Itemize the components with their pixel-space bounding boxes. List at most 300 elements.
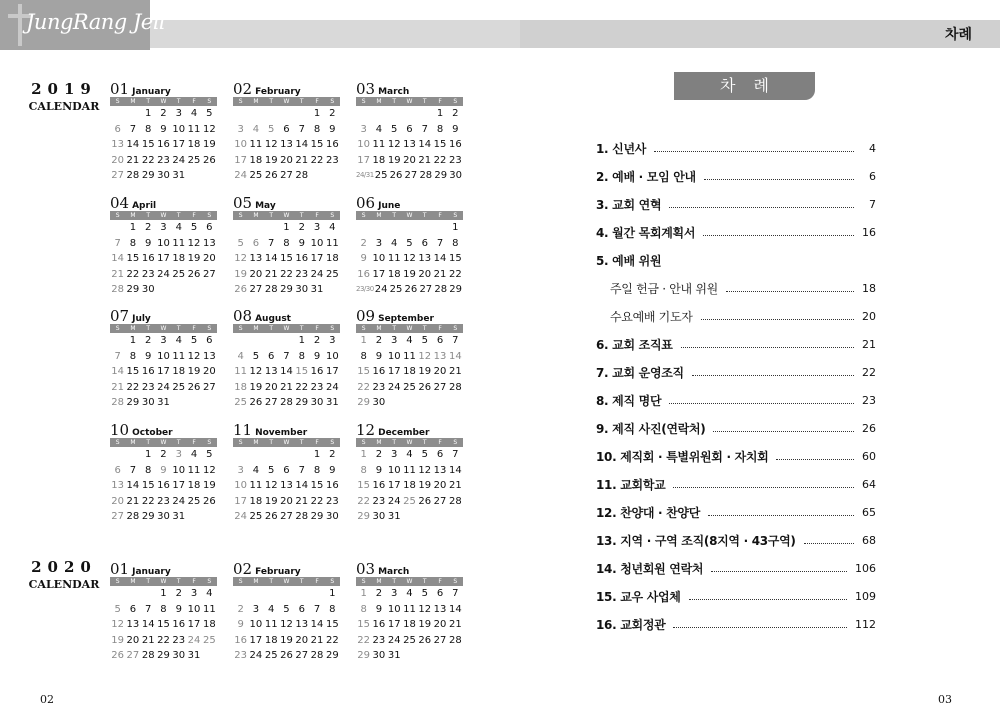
day-cell (248, 220, 263, 236)
weekday-label: T (392, 439, 397, 446)
day-cell: 2 (329, 108, 336, 119)
year-label-2019 (25, 80, 103, 113)
weekday-label: S (453, 439, 458, 446)
day-cell: 10 (387, 464, 401, 476)
day-cell: 27 (419, 284, 433, 295)
day-cell: 18 (403, 366, 416, 377)
day-cell: 28 (264, 284, 278, 295)
week-row (233, 236, 340, 252)
toc-entry[interactable] (596, 420, 876, 436)
weekday-label: S (330, 325, 335, 332)
day-cell: 27 (433, 381, 447, 393)
day-cell: 25 (325, 268, 339, 280)
day-cell: 21 (280, 381, 293, 393)
day-cell: 1 (436, 108, 444, 119)
day-cell: 17 (172, 139, 186, 150)
year-number: 2019 (31, 80, 97, 98)
weekday-label: S (115, 325, 120, 332)
weekday-label: W (160, 439, 167, 446)
day-cell: 19 (264, 495, 278, 507)
day-cell: 30 (157, 170, 170, 181)
weekday-label: S (330, 439, 335, 446)
weekday-label: M (253, 578, 259, 585)
day-cell: 22 (141, 154, 155, 166)
weekday-label: F (315, 212, 319, 219)
month-header (233, 79, 340, 98)
day-cell (402, 220, 417, 236)
day-cell: 30 (172, 650, 186, 661)
month-10 (233, 420, 340, 525)
week-row (233, 463, 340, 479)
week-row (233, 617, 340, 633)
day-cell: 20 (280, 154, 293, 166)
month-name: January (132, 567, 171, 577)
toc-entry[interactable] (596, 196, 876, 212)
day-cell: 16 (372, 366, 386, 377)
day-cell (402, 395, 417, 411)
day-cell: 21 (111, 381, 124, 393)
week-row (233, 122, 340, 138)
day-cell: 20 (202, 253, 216, 264)
day-cell: 13 (403, 139, 416, 150)
day-cell (402, 106, 417, 122)
day-cell: 27 (111, 170, 124, 181)
day-cell: 17 (310, 253, 324, 264)
weekday-header (233, 211, 340, 220)
day-cell: 27 (264, 397, 278, 408)
day-cell: 12 (418, 603, 432, 615)
day-cell: 11 (403, 350, 416, 362)
weekday-label: F (438, 578, 442, 585)
weekday-label: F (192, 439, 196, 446)
day-cell: 30 (157, 511, 170, 522)
weekday-label: T (422, 439, 427, 446)
month-8 (356, 306, 463, 411)
day-cell: 15 (448, 253, 462, 264)
day-cell: 5 (421, 335, 428, 346)
weekday-label: W (283, 439, 290, 446)
weekday-label: W (406, 325, 413, 332)
week-row (110, 137, 217, 153)
day-cell (264, 586, 279, 602)
day-cell: 18 (387, 268, 401, 280)
weekday-label: F (315, 98, 319, 105)
weekday-label: T (422, 325, 427, 332)
toc-entry[interactable] (596, 336, 876, 352)
week-row (233, 380, 340, 396)
day-cell: 18 (325, 253, 339, 264)
toc-entry[interactable] (596, 224, 876, 240)
weekday-header (233, 438, 340, 447)
weekday-label: F (438, 212, 442, 219)
weekday-label: M (130, 212, 136, 219)
day-cell: 1 (329, 588, 336, 599)
weekday-label: T (392, 98, 397, 105)
day-cell: 25 (172, 268, 186, 280)
day-cell: 1 (145, 449, 152, 460)
toc-leader-dots (701, 312, 854, 320)
day-cell: 20 (295, 634, 309, 646)
day-cell: 11 (249, 139, 263, 150)
day-cell: 27 (433, 634, 447, 646)
day-cell: 16 (157, 139, 170, 150)
toc-entry-page: 65 (862, 505, 876, 519)
weekday-label: S (453, 578, 458, 585)
day-cell: 7 (421, 123, 428, 135)
month-1 (233, 79, 340, 184)
day-cell: 8 (298, 350, 305, 362)
day-cell: 21 (295, 154, 309, 166)
toc-entry[interactable] (596, 168, 876, 184)
toc-leader-dots (673, 480, 854, 488)
day-cell: 8 (360, 603, 367, 615)
logo-text: JungRang Jeil (26, 10, 166, 34)
toc-entry[interactable] (596, 364, 876, 380)
day-cell: 7 (114, 237, 121, 249)
day-cell: 4 (391, 237, 398, 249)
day-cell: 2 (452, 108, 459, 119)
day-cell: 2 (298, 222, 305, 233)
weekday-label: S (330, 98, 335, 105)
day-cell: 20 (433, 480, 447, 491)
day-cell: 18 (403, 480, 416, 491)
weekday-label: S (453, 325, 458, 332)
week-row (356, 509, 463, 525)
month-number: 06 (356, 194, 376, 212)
day-cell: 10 (187, 603, 201, 615)
toc-entry[interactable] (596, 476, 876, 492)
toc-entry[interactable] (596, 588, 876, 604)
day-cell: 8 (313, 464, 321, 476)
week-row (356, 478, 463, 494)
day-cell (264, 106, 279, 122)
day-cell: 9 (160, 123, 167, 135)
day-cell: 6 (406, 123, 413, 135)
toc-entry-label: 5. 예배 위원 (596, 253, 662, 268)
weekday-label: T (269, 325, 274, 332)
day-cell: 15 (157, 619, 170, 630)
weekday-label: F (438, 98, 442, 105)
weekday-label: S (115, 212, 120, 219)
toc-entry-label: 15. 교우 사업체 (596, 589, 681, 604)
week-row (356, 463, 463, 479)
weekday-label: T (269, 98, 274, 105)
day-cell: 5 (421, 449, 428, 460)
day-cell: 30 (141, 397, 155, 408)
weekday-label: S (207, 439, 212, 446)
day-cell: 9 (360, 253, 367, 264)
day-cell: 28 (448, 381, 462, 393)
day-cell: 21 (310, 634, 324, 646)
toc-leader-dots (708, 508, 854, 516)
day-cell: 22 (357, 634, 370, 646)
weekday-header (110, 97, 217, 106)
week-row (110, 333, 217, 349)
toc-leader-dots (776, 452, 854, 460)
day-cell: 25 (389, 284, 403, 295)
day-cell: 18 (403, 619, 416, 630)
day-cell (448, 395, 463, 411)
day-cell: 26 (111, 650, 124, 661)
day-cell: 15 (126, 366, 140, 377)
day-cell: 26 (202, 154, 216, 166)
day-cell: 29 (295, 397, 309, 408)
day-cell (294, 106, 309, 122)
weekday-header (110, 324, 217, 333)
day-cell: 18 (202, 619, 216, 630)
weekday-label: S (115, 578, 120, 585)
day-cell: 31 (157, 397, 170, 408)
day-cell: 3 (375, 237, 383, 249)
toc-entry[interactable] (596, 448, 876, 464)
week-row (233, 220, 340, 236)
week-row (110, 602, 217, 618)
weekday-label: S (115, 439, 120, 446)
weekday-label: T (422, 212, 427, 219)
week-row (110, 220, 217, 236)
toc-entry[interactable] (596, 140, 876, 156)
year-calendar-label: CALENDAR (28, 578, 100, 591)
week-row (356, 648, 463, 664)
day-cell: 18 (249, 495, 263, 507)
day-cell: 17 (372, 268, 386, 280)
toc-entry[interactable] (610, 308, 876, 324)
day-cell (248, 333, 263, 349)
day-cell: 6 (206, 335, 213, 346)
day-cell: 7 (114, 350, 121, 362)
toc-entry[interactable] (596, 616, 876, 632)
day-cell: 5 (190, 335, 198, 346)
month-name: March (378, 567, 410, 577)
day-cell: 26 (404, 284, 418, 295)
day-cell: 21 (433, 268, 447, 280)
toc-entry[interactable] (610, 280, 876, 296)
toc-entry[interactable] (596, 252, 876, 268)
day-cell: 9 (313, 350, 321, 362)
day-cell: 26 (389, 170, 403, 181)
toc-entry-page: 112 (855, 617, 876, 631)
day-cell: 20 (111, 495, 124, 507)
day-cell (417, 509, 432, 525)
day-cell: 23 (141, 268, 155, 280)
day-cell: 21 (295, 495, 309, 507)
toc-entry[interactable] (596, 532, 876, 548)
week-row (233, 602, 340, 618)
day-cell: 25 (403, 634, 416, 646)
day-cell: 10 (387, 603, 401, 615)
day-cell: 29 (434, 170, 448, 181)
day-cell: 10 (310, 237, 324, 249)
day-cell: 13 (418, 253, 432, 264)
day-cell: 14 (126, 139, 140, 150)
day-cell (125, 586, 140, 602)
week-row (356, 617, 463, 633)
weekday-label: F (315, 439, 319, 446)
day-cell: 4 (406, 449, 413, 460)
day-cell: 14 (126, 480, 140, 491)
day-cell: 7 (298, 123, 305, 135)
week-row (233, 478, 340, 494)
toc-entry-page: 6 (869, 169, 876, 183)
weekday-label: T (299, 212, 304, 219)
day-cell: 2 (175, 588, 182, 599)
day-cell: 5 (283, 603, 290, 615)
day-cell: 25 (374, 170, 388, 181)
day-cell: 2 (145, 222, 152, 233)
day-cell: 17 (187, 619, 201, 630)
month-header (110, 559, 217, 578)
day-cell: 6 (436, 588, 444, 599)
week-row (110, 168, 217, 184)
day-cell: 8 (313, 123, 321, 135)
toc-entry[interactable] (596, 560, 876, 576)
day-cell: 22 (126, 381, 140, 393)
day-cell: 29 (449, 284, 462, 295)
day-cell: 17 (249, 634, 263, 646)
day-cell: 12 (280, 619, 293, 630)
day-cell: 1 (129, 335, 137, 346)
day-cell: 19 (111, 634, 124, 646)
day-cell: 6 (421, 237, 428, 249)
day-cell: 10 (172, 464, 186, 476)
toc-entry-page: 4 (869, 141, 876, 155)
weekday-label: W (283, 578, 290, 585)
weekday-label: T (176, 98, 181, 105)
month-header (233, 193, 340, 212)
toc-entry-label: 주일 헌금 · 안내 위원 (610, 281, 718, 296)
weekday-label: T (146, 439, 151, 446)
day-cell: 17 (387, 480, 401, 491)
day-cell: 20 (433, 619, 447, 630)
weekday-label: T (269, 578, 274, 585)
week-row (233, 395, 340, 411)
day-cell: 17 (172, 480, 186, 491)
day-cell: 20 (433, 366, 447, 377)
weekday-label: T (299, 578, 304, 585)
day-cell: 30 (310, 397, 324, 408)
day-cell: 8 (360, 464, 367, 476)
toc-entry-label: 13. 지역 · 구역 조직(8지역 · 43구역) (596, 533, 796, 548)
weekday-label: S (238, 98, 243, 105)
day-cell: 3 (329, 335, 336, 346)
day-cell: 25 (403, 381, 416, 393)
day-cell: 1 (298, 335, 305, 346)
month-number: 10 (110, 421, 130, 439)
week-row (356, 137, 463, 153)
weekday-label: T (176, 439, 181, 446)
month-3 (110, 193, 217, 298)
day-cell: 12 (202, 464, 216, 476)
weekday-label: W (406, 212, 413, 219)
week-row (233, 494, 340, 510)
day-cell: 25 (249, 170, 263, 181)
toc-entry-label: 3. 교회 연혁 (596, 197, 662, 212)
month-name: February (255, 87, 301, 97)
weekday-label: S (361, 439, 366, 446)
day-cell: 2 (160, 108, 167, 119)
day-cell: 25 (234, 397, 247, 408)
day-cell: 5 (268, 123, 275, 135)
day-cell: 10 (357, 139, 370, 150)
day-cell: 15 (357, 366, 370, 377)
day-cell: 29 (157, 650, 170, 661)
day-cell: 7 (129, 123, 137, 135)
day-cell: 23 (234, 650, 247, 661)
day-cell: 4 (237, 350, 244, 362)
day-cell: 11 (234, 366, 247, 377)
day-cell (110, 106, 125, 122)
day-cell: 11 (249, 480, 263, 491)
month-name: January (132, 87, 171, 97)
day-cell: 15 (280, 253, 293, 264)
weekday-label: S (115, 98, 120, 105)
day-cell: 14 (448, 603, 462, 615)
day-cell: 28 (295, 511, 309, 522)
day-cell: 3 (313, 222, 321, 233)
day-cell: 13 (433, 350, 447, 362)
day-cell: 4 (190, 108, 198, 119)
day-cell (110, 447, 125, 463)
day-cell: 6 (206, 222, 213, 233)
weekday-label: W (283, 98, 290, 105)
day-cell: 14 (264, 253, 278, 264)
month-header (110, 79, 217, 98)
day-cell: 9 (329, 464, 336, 476)
weekday-header (233, 577, 340, 586)
year-calendar-label: CALENDAR (28, 100, 100, 113)
toc-entry-label: 9. 제직 사진(연락처) (596, 421, 706, 436)
day-cell: 23 (172, 634, 186, 646)
day-cell: 19 (403, 268, 416, 280)
day-cell: 3 (175, 449, 182, 460)
day-cell: 26 (418, 495, 432, 507)
week-row (233, 137, 340, 153)
day-cell: 5 (114, 603, 121, 615)
day-cell: 29 (357, 650, 370, 661)
day-cell: 19 (202, 480, 216, 491)
month-header (110, 193, 217, 212)
day-cell: 21 (111, 268, 124, 280)
day-cell (171, 395, 186, 411)
day-cell (279, 586, 294, 602)
day-cell: 15 (141, 480, 155, 491)
weekday-label: S (330, 212, 335, 219)
day-cell: 12 (418, 464, 432, 476)
day-cell: 26 (418, 381, 432, 393)
day-cell: 24 (325, 381, 339, 393)
day-cell: 25 (202, 634, 216, 646)
month-number: 07 (110, 307, 130, 325)
day-cell (110, 586, 125, 602)
day-cell (202, 282, 217, 298)
week-row (110, 153, 217, 169)
weekday-label: S (330, 578, 335, 585)
year-number: 2020 (31, 558, 97, 576)
day-cell: 13 (202, 350, 216, 362)
day-cell: 14 (111, 366, 124, 377)
week-row (110, 267, 217, 283)
weekday-label: S (453, 212, 458, 219)
toc-entry[interactable] (596, 392, 876, 408)
day-cell: 29 (141, 511, 155, 522)
toc-entry[interactable] (596, 504, 876, 520)
day-cell: 31 (387, 650, 401, 661)
day-cell (356, 106, 371, 122)
day-cell: 22 (357, 381, 370, 393)
toc-leader-dots (673, 620, 847, 628)
day-cell: 1 (360, 588, 367, 599)
week-row (110, 282, 217, 298)
